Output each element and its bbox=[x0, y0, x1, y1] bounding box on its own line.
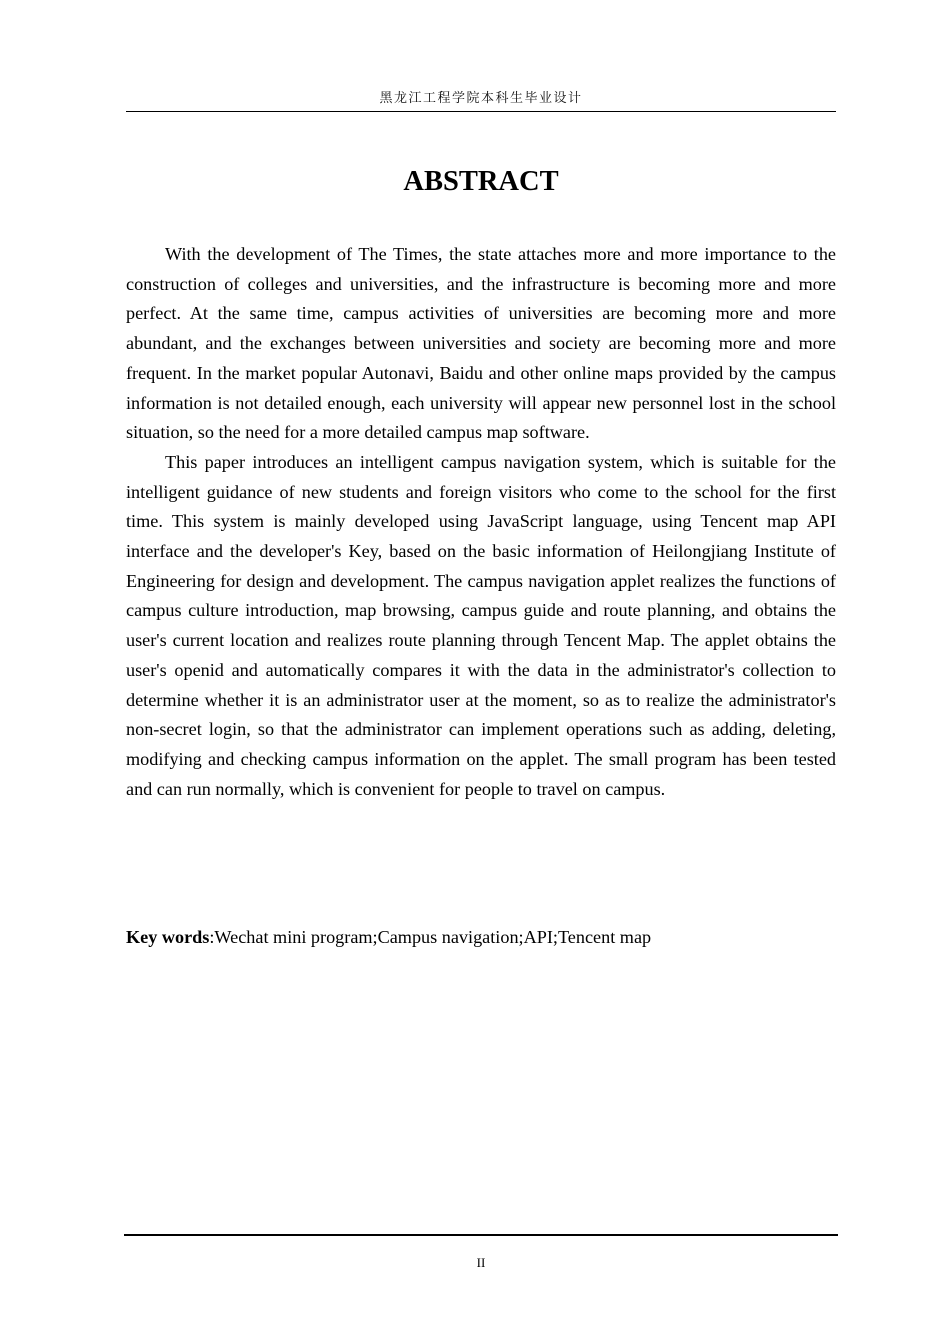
keywords-separator: : bbox=[209, 927, 215, 947]
abstract-body bbox=[126, 240, 836, 804]
abstract-title: ABSTRACT bbox=[403, 166, 559, 197]
page-number: II bbox=[476, 1255, 486, 1270]
keywords-label: Key words bbox=[126, 927, 210, 947]
abstract-paragraph: With the development of The Times, the state attaches more and more importance to the construction of colleges and universities, and the infrastructure is becoming more and more perfect. At the same time, campus activities of universities are becoming more and more abundant, and the exchanges between universities and society are becoming more and more frequent. In the market popular Autonavi, Baidu and other online maps provided by the campus information is not detailed enough, each university will appear new personnel lost in the school situation, so the need for a more detailed campus map software. bbox=[126, 244, 836, 443]
footer-rule bbox=[124, 1234, 838, 1236]
keywords bbox=[126, 923, 836, 953]
running-title: 黑龙江工程学院本科生毕业设计 bbox=[379, 91, 583, 106]
page-header bbox=[126, 90, 836, 112]
keywords-value: Wechat mini program;Campus navigation;API;Tencent map bbox=[214, 927, 652, 947]
abstract-paragraph: This paper introduces an intelligent campus navigation system, which is suitable for the intelligent guidance of new students and foreign visitors who come to the school for the first time. This system is mainly developed using JavaScript language, using Tencent map API interface and the developer's Key, based on the basic information of Heilongjiang Institute of Engineering for design and development. The campus navigation applet realizes the functions of campus culture introduction, map browsing, campus guide and route planning, and obtains the user's current location and realizes route planning through Tencent Map. The applet obtains the user's openid and automatically compares it with the data in the administrator's collection to determine whether it is an administrator user at the moment, so as to realize the administrator's non-secret login, so that the administrator can implement operations such as adding, deleting, modifying and checking campus information on the applet. The small program has been tested and can run normally, which is convenient for people to travel on campus. bbox=[126, 451, 836, 799]
